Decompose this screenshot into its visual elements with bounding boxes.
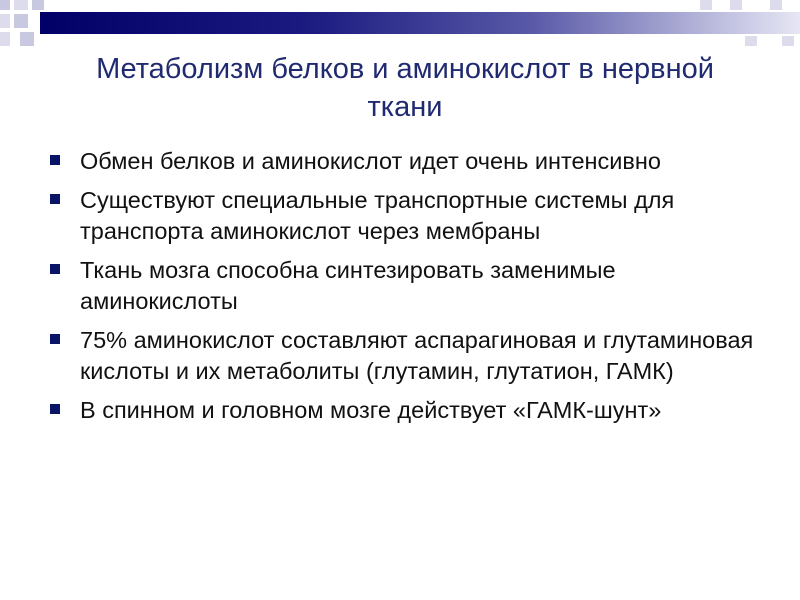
decor-square xyxy=(770,0,782,10)
bullet-square-icon xyxy=(50,334,60,344)
decor-square xyxy=(782,36,794,46)
bullet-square-icon xyxy=(50,155,60,165)
bullet-text: Существуют специальные транспортные системы для транспорта аминокислот через мембраны xyxy=(80,187,675,244)
decor-square xyxy=(20,32,34,46)
bullet-square-icon xyxy=(50,194,60,204)
bullet-item xyxy=(48,325,758,387)
decor-square xyxy=(0,14,10,28)
bullet-square-icon xyxy=(50,404,60,414)
bullet-list xyxy=(48,146,758,434)
bullet-item xyxy=(48,395,758,426)
bullet-item xyxy=(48,146,758,177)
slide-title: Метаболизм белков и аминокислот в нервной ткани xyxy=(96,53,714,123)
decor-square xyxy=(745,36,757,46)
decor-square xyxy=(14,14,28,28)
bullet-item xyxy=(48,255,758,317)
decor-square xyxy=(730,0,742,10)
decorative-squares xyxy=(0,0,800,50)
bullet-item xyxy=(48,185,758,247)
bullet-text: Ткань мозга способна синтезировать заменимые аминокислоты xyxy=(80,257,616,314)
bullet-text: Обмен белков и аминокислот идет очень интенсивно xyxy=(80,148,661,174)
decor-square xyxy=(0,32,10,46)
bullet-text: В спинном и головном мозге действует «ГАМК-шунт» xyxy=(80,397,662,423)
bullet-square-icon xyxy=(50,264,60,274)
decor-square xyxy=(700,0,712,10)
decor-square xyxy=(0,0,10,10)
decor-square xyxy=(14,0,28,10)
bullet-text: 75% аминокислот составляют аспарагиновая и глутаминовая кислоты и их метаболиты (глутамин, глутатион, ГАМК) xyxy=(80,327,754,384)
decor-square xyxy=(32,0,44,10)
